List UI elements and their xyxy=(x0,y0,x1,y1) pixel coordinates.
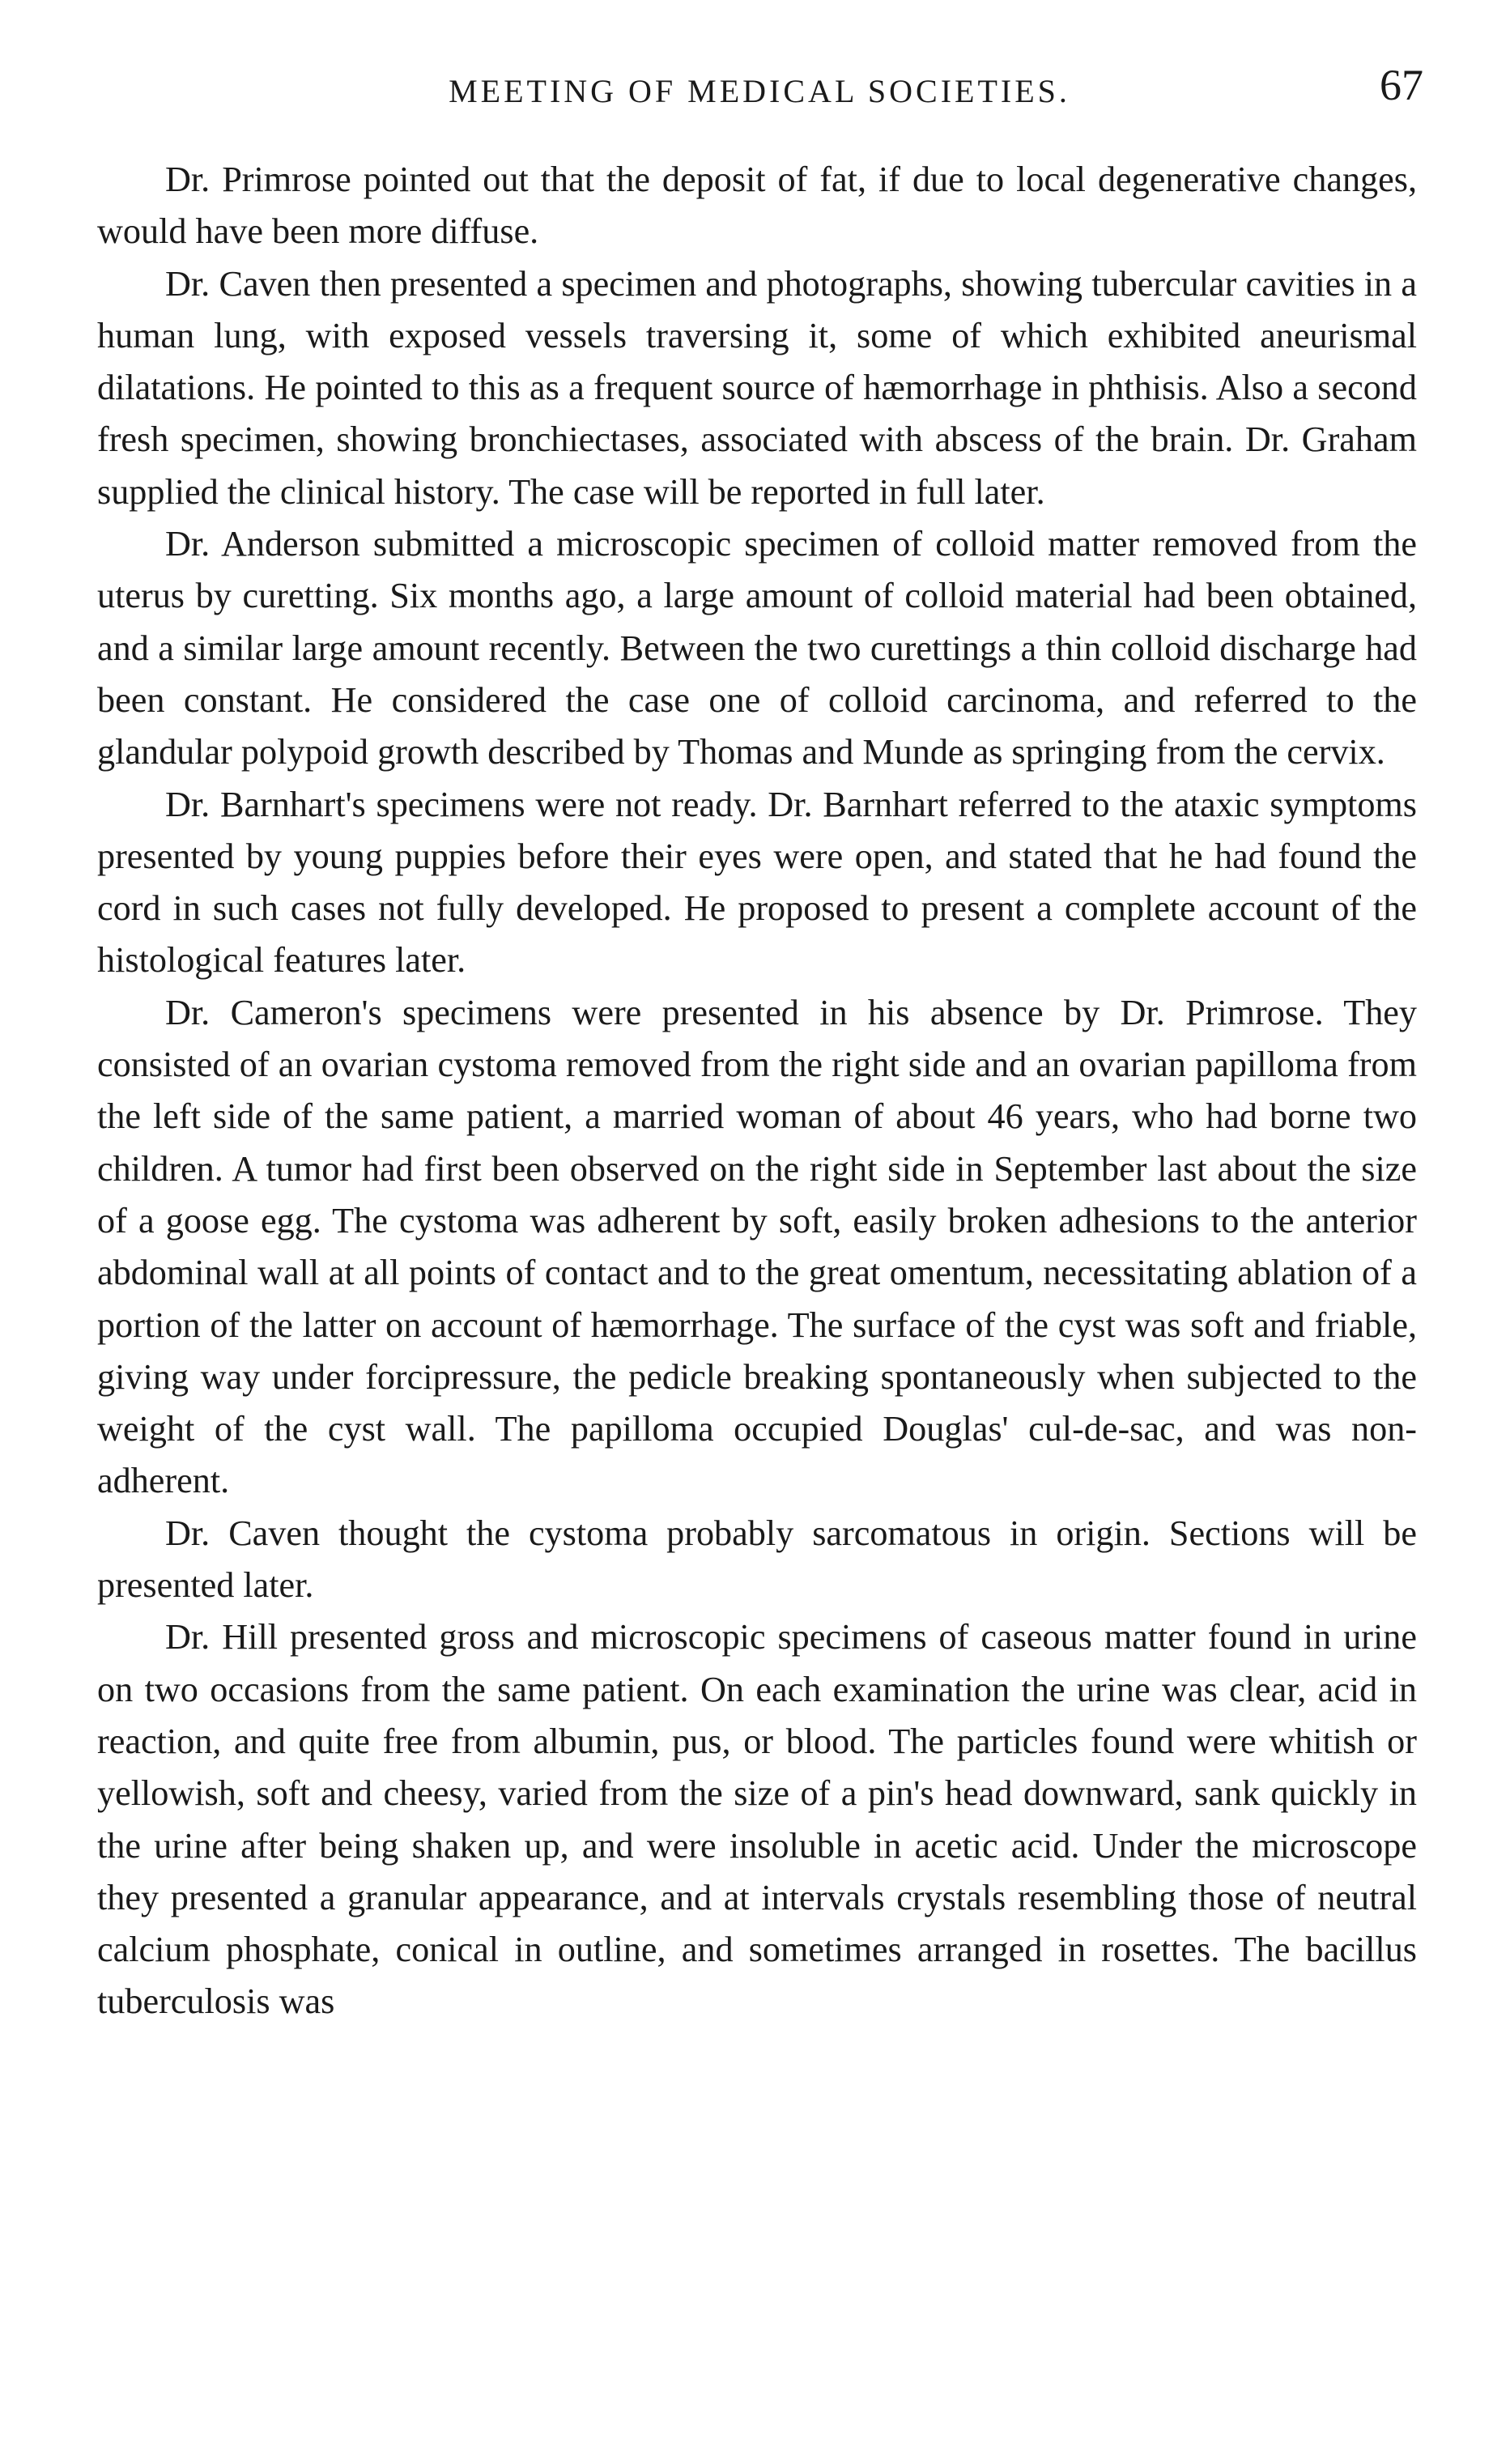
paragraph-cameron-specimens: Dr. Cameron's specimens were presented in his absence by Dr. Primrose. They consisted of an ovarian cystoma removed from the right side and an ovarian papilloma from the left side of the same patient, a married woman of about 46 years, who had borne two children. A tumor had first been observed on the right side in September last about the size of a goose egg. The cystoma was adherent by soft, easily broken adhesions to the anterior abdominal wall at all points of contact and to the great omentum, necessitating ablation of a portion of the latter on account of hæmorrhage. The surface of the cyst was soft and friable, giving way under forcipressure, the pedicle breaking spontaneously when subjected to the weight of the cyst wall. The papilloma occupied Douglas' cul-de-sac, and was non-adherent. xyxy=(97,992,1417,1501)
page-number: 67 xyxy=(1380,61,1423,109)
paragraph-anderson-specimen: Dr. Anderson submitted a microscopic specimen of colloid matter removed from the uterus by curetting. Six months ago, a large amount of colloid material had been obtained, and a similar large amount recently. Between the two curettings a thin colloid discharge had been constant. He considered the case one of colloid carcinoma, and referred to the glandular polypoid growth described by Thomas and Munde as springing from the cervix. xyxy=(97,524,1417,772)
paragraph-barnhart-specimens: Dr. Barnhart's specimens were not ready. Dr. Barnhart referred to the ataxic symptoms presented by young puppies before their eyes were open, and stated that he had found the cord in such cases not fully developed. He proposed to present a complete account of the histological features later. xyxy=(97,784,1417,981)
body-text xyxy=(97,154,1417,2028)
paragraph-caven-comment: Dr. Caven thought the cystoma probably sarcomatous in origin. Sections will be presented later. xyxy=(97,1513,1417,1606)
paragraph-caven-specimen: Dr. Caven then presented a specimen and photographs, showing tubercular cavities in a human lung, with exposed vessels traversing it, some of which exhibited aneurismal dilatations. He pointed to this as a frequent source of hæmorrhage in phthisis. Also a second fresh specimen, showing bronchiectases, associated with abscess of the brain. Dr. Graham supplied the clinical history. The case will be reported in full later. xyxy=(97,263,1417,512)
running-header xyxy=(96,63,1423,120)
paragraph-primrose-remark: Dr. Primrose pointed out that the deposit of fat, if due to local degenerative changes, would have been more diffuse. xyxy=(97,160,1417,252)
running-title: MEETING OF MEDICAL SOCIETIES. xyxy=(449,73,1070,109)
paragraph-hill-specimens: Dr. Hill presented gross and microscopic specimens of caseous matter found in urine on two occasions from the same patient. On each examination the urine was clear, acid in reaction, and quite free from albumin, pus, or blood. The particles found were whitish or yellowish, soft and cheesy, varied from the size of a pin's head downward, sank quickly in the urine after being shaken up, and were insoluble in acetic acid. Under the microscope they presented a granular appearance, and at intervals crystals resembling those of neutral calcium phosphate, conical in outline, and sometimes arranged in rosettes. The bacillus tuberculosis was xyxy=(97,1617,1417,2022)
